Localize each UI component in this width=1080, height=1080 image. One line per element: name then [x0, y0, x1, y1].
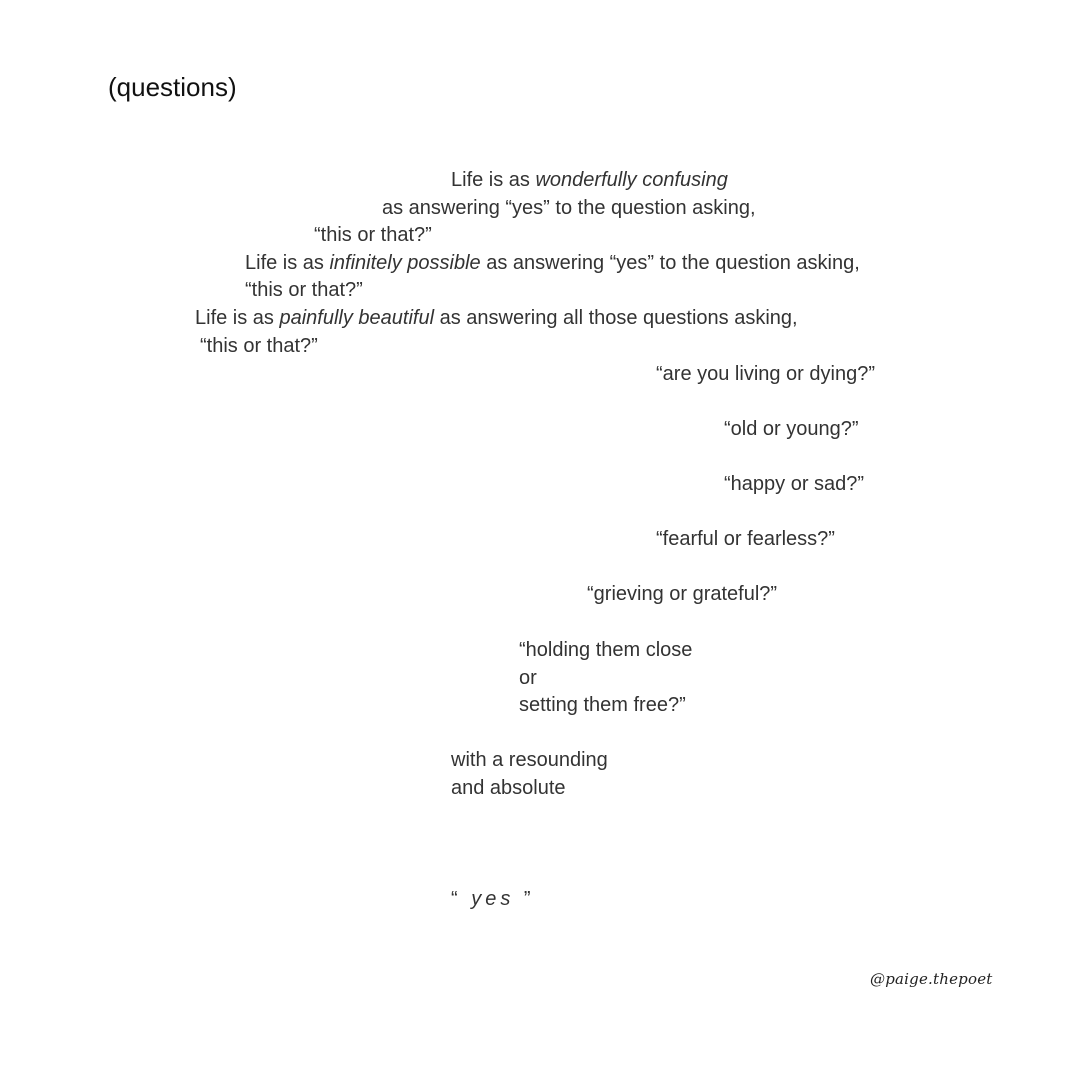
poem-line: Life is as infinitely possible as answering “yes” to the question asking, [245, 252, 860, 274]
poem-line: “this or that?” [245, 279, 363, 301]
poem-line: “this or that?” [314, 224, 432, 246]
poem-line: and absolute [451, 777, 566, 799]
poem-question: “are you living or dying?” [656, 363, 875, 385]
poem-line: with a resounding [451, 749, 608, 771]
poem-question: “fearful or fearless?” [656, 528, 835, 550]
poem-question: setting them free?” [519, 694, 686, 716]
poem-title: (questions) [108, 72, 237, 102]
poem-emphasis: painfully beautiful [279, 307, 435, 329]
poem-emphasis: infinitely possible [329, 252, 481, 274]
poem-question: “grieving or grateful?” [587, 583, 778, 605]
author-signature: @paige.thepoet [870, 970, 993, 988]
poem-final-word: “ yes ” [451, 888, 535, 910]
poem-emphasis: wonderfully confusing [535, 169, 728, 191]
poem-line: “this or that?” [200, 335, 318, 357]
poem-line: Life is as wonderfully confusing [451, 169, 728, 191]
poem-question: “holding them close [519, 639, 693, 661]
poem-question: “old or young?” [724, 418, 859, 440]
poem-question: “happy or sad?” [724, 473, 865, 495]
poem-line: Life is as painfully beautiful as answering all those questions asking, [195, 307, 798, 329]
poem-line: as answering “yes” to the question asking, [382, 197, 756, 219]
poem-question: or [519, 667, 537, 689]
